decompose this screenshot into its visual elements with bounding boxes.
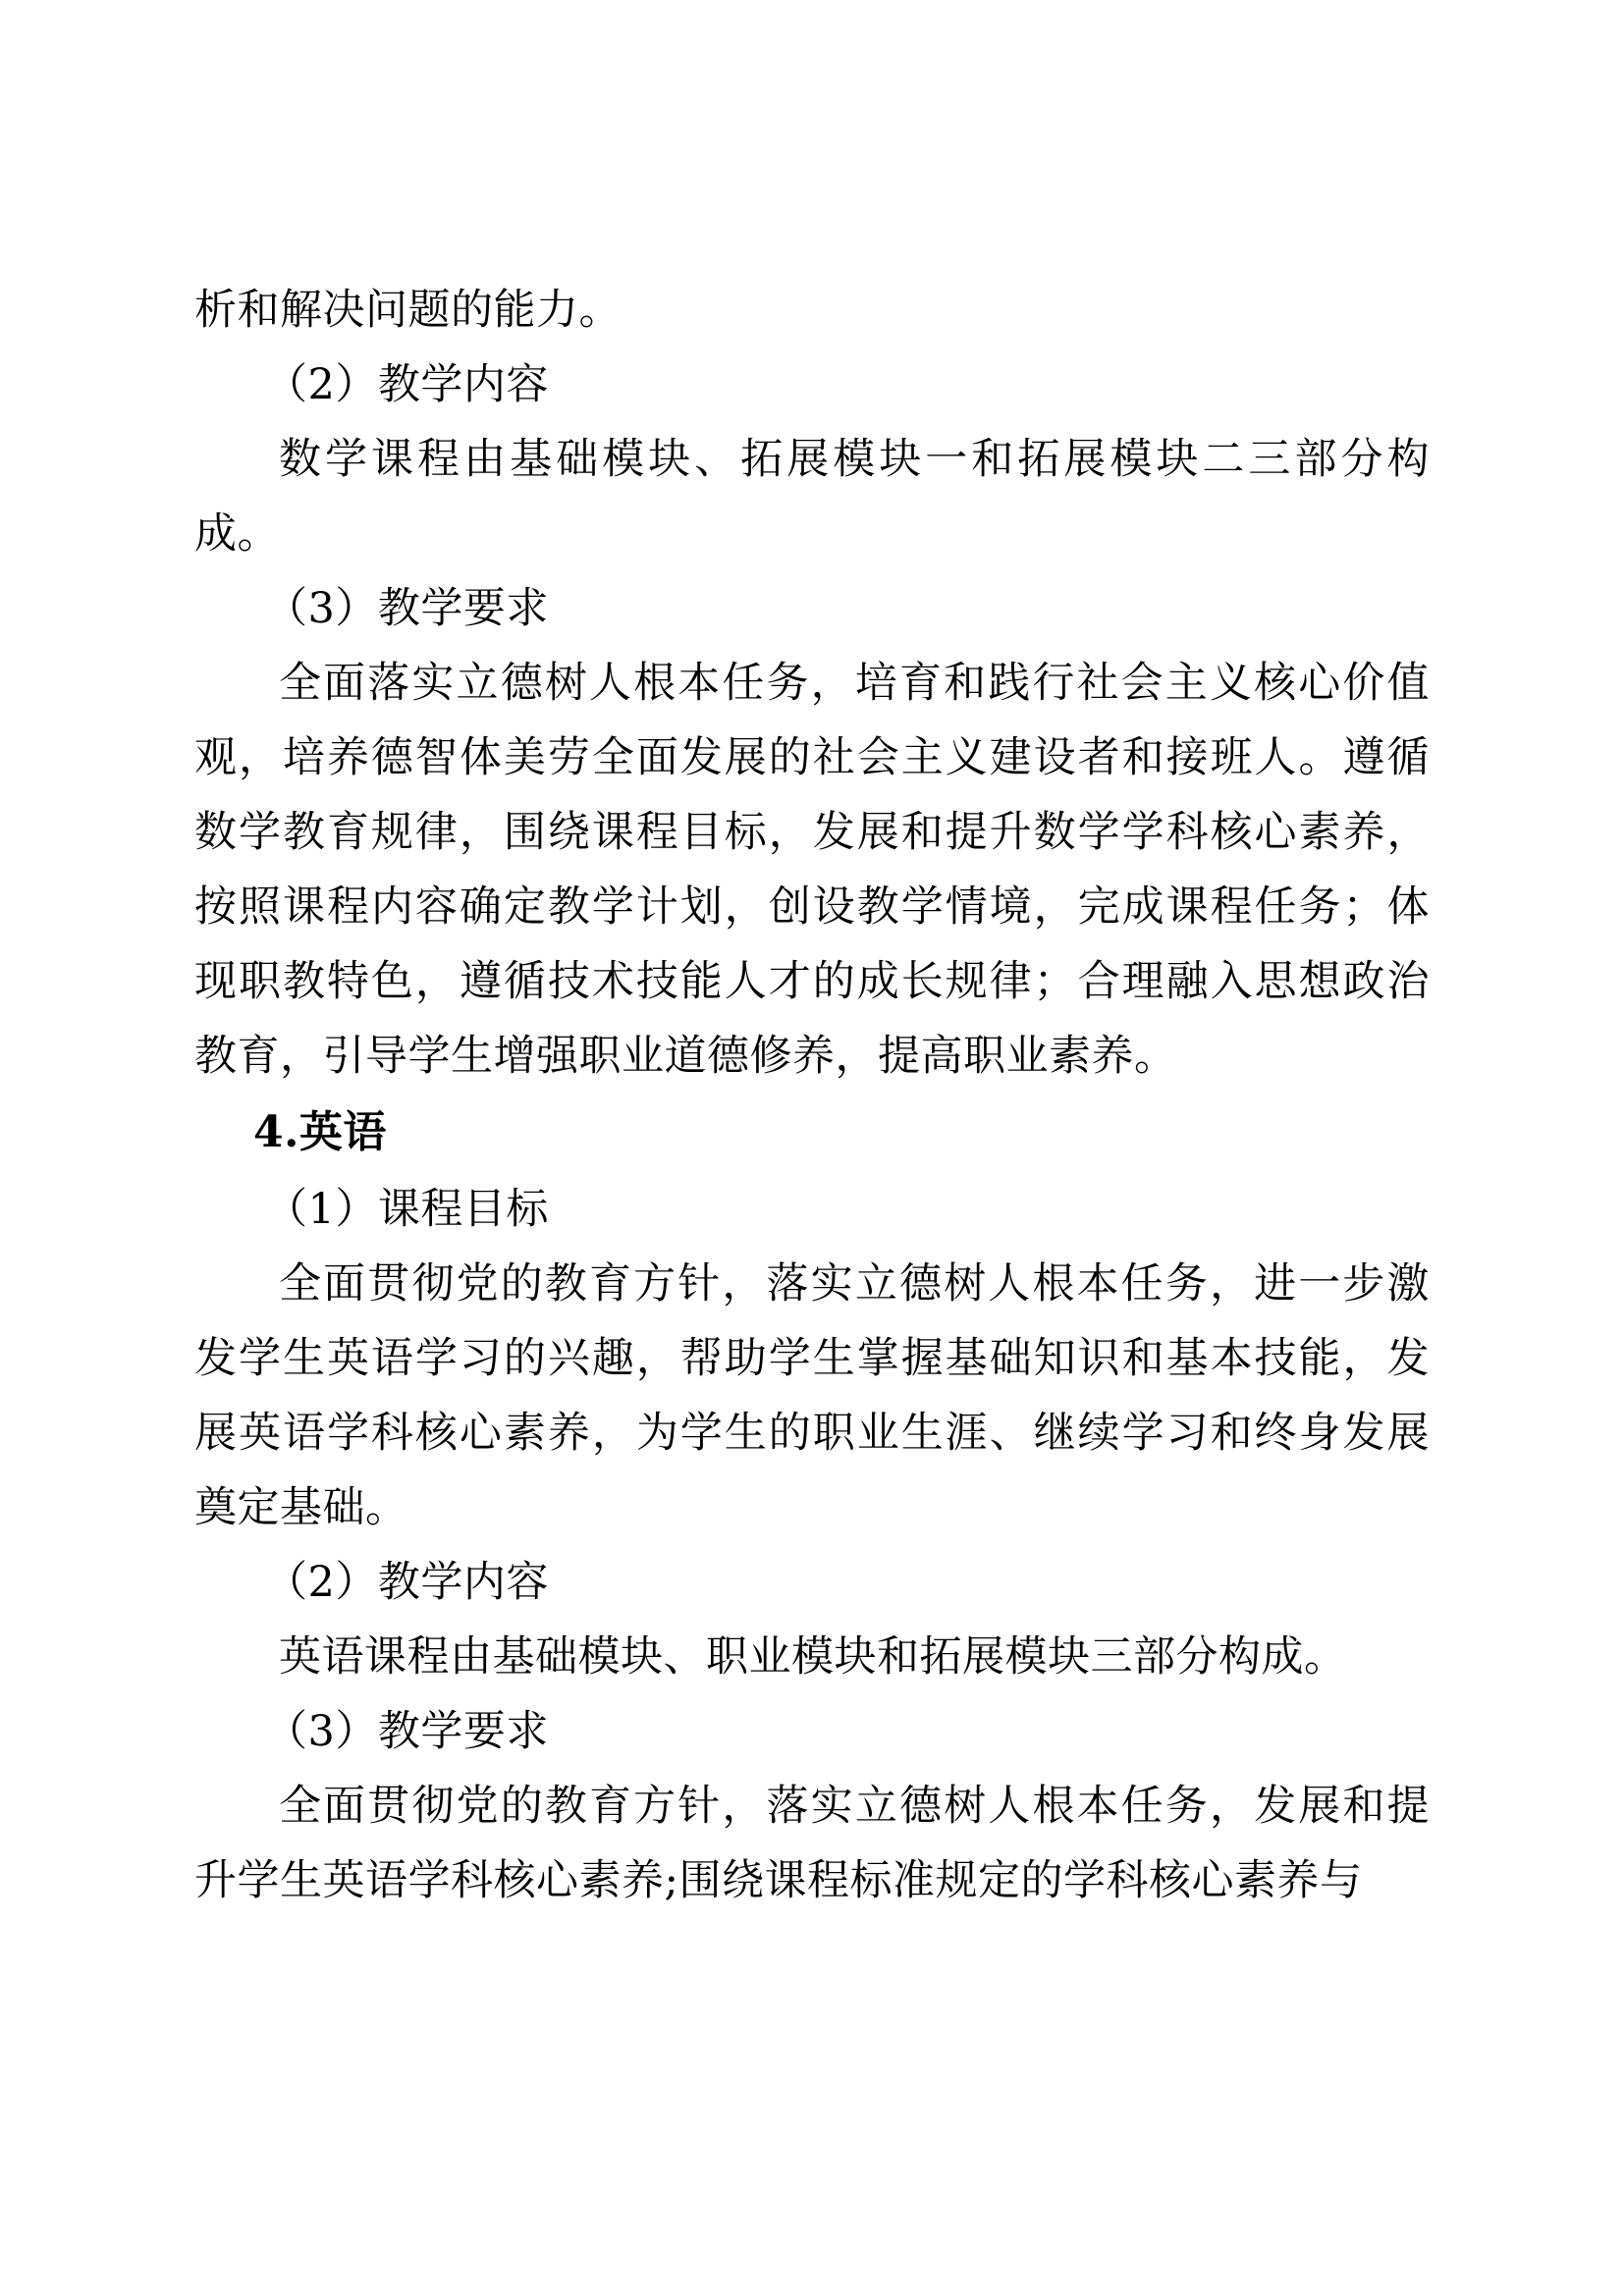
section-heading-english: 4.英语 [253, 1107, 387, 1157]
paragraph-english-objectives: 全面贯彻党的教育方针，落实立德树人根本任务，进一步激发学生英语学习的兴趣，帮助学生掌握基础知识和基本技能，发展英语学科核心素养，为学生的职业生涯、继续学习和终身发展奠定基础。 [194, 1259, 1430, 1532]
paragraph-continuation: 析和解决问题的能力。 [194, 286, 622, 335]
paragraph-math-requirements: 全面落实立德树人根本任务，培育和践行社会主义核心价值观，培养德智体美劳全面发展的社会主义建设者和接班人。遵循数学教育规律，围绕课程目标，发展和提升数学学科核心素养，按照课程内容确定教学计划，创设教学情境，完成课程任务；体现职教特色，遵循技术技能人才的成长规律；合理融入思想政治教育，引导学生增强职业道德修养，提高职业素养。 [194, 659, 1430, 1081]
paragraph-english-requirements: 全面贯彻党的教育方针，落实立德树人根本任务，发展和提升学生英语学科核心素养;围绕课程标准规定的学科核心素养与 [194, 1782, 1430, 1905]
page-body [194, 273, 1430, 1918]
paragraph-english-content: 英语课程由基础模块、职业模块和拓展模块三部分构成。 [279, 1632, 1347, 1682]
subsection-label-teaching-content-english: （2）教学内容 [265, 1558, 549, 1607]
subsection-label-course-objectives-english: （1）课程目标 [265, 1185, 549, 1234]
subsection-label-teaching-content-math: （2）教学内容 [265, 360, 549, 409]
paragraph-math-content: 数学课程由基础模块、拓展模块一和拓展模块二三部分构成。 [194, 435, 1430, 559]
subsection-label-teaching-requirements-math: （3）教学要求 [265, 584, 549, 633]
subsection-label-teaching-requirements-english: （3）教学要求 [265, 1707, 549, 1756]
